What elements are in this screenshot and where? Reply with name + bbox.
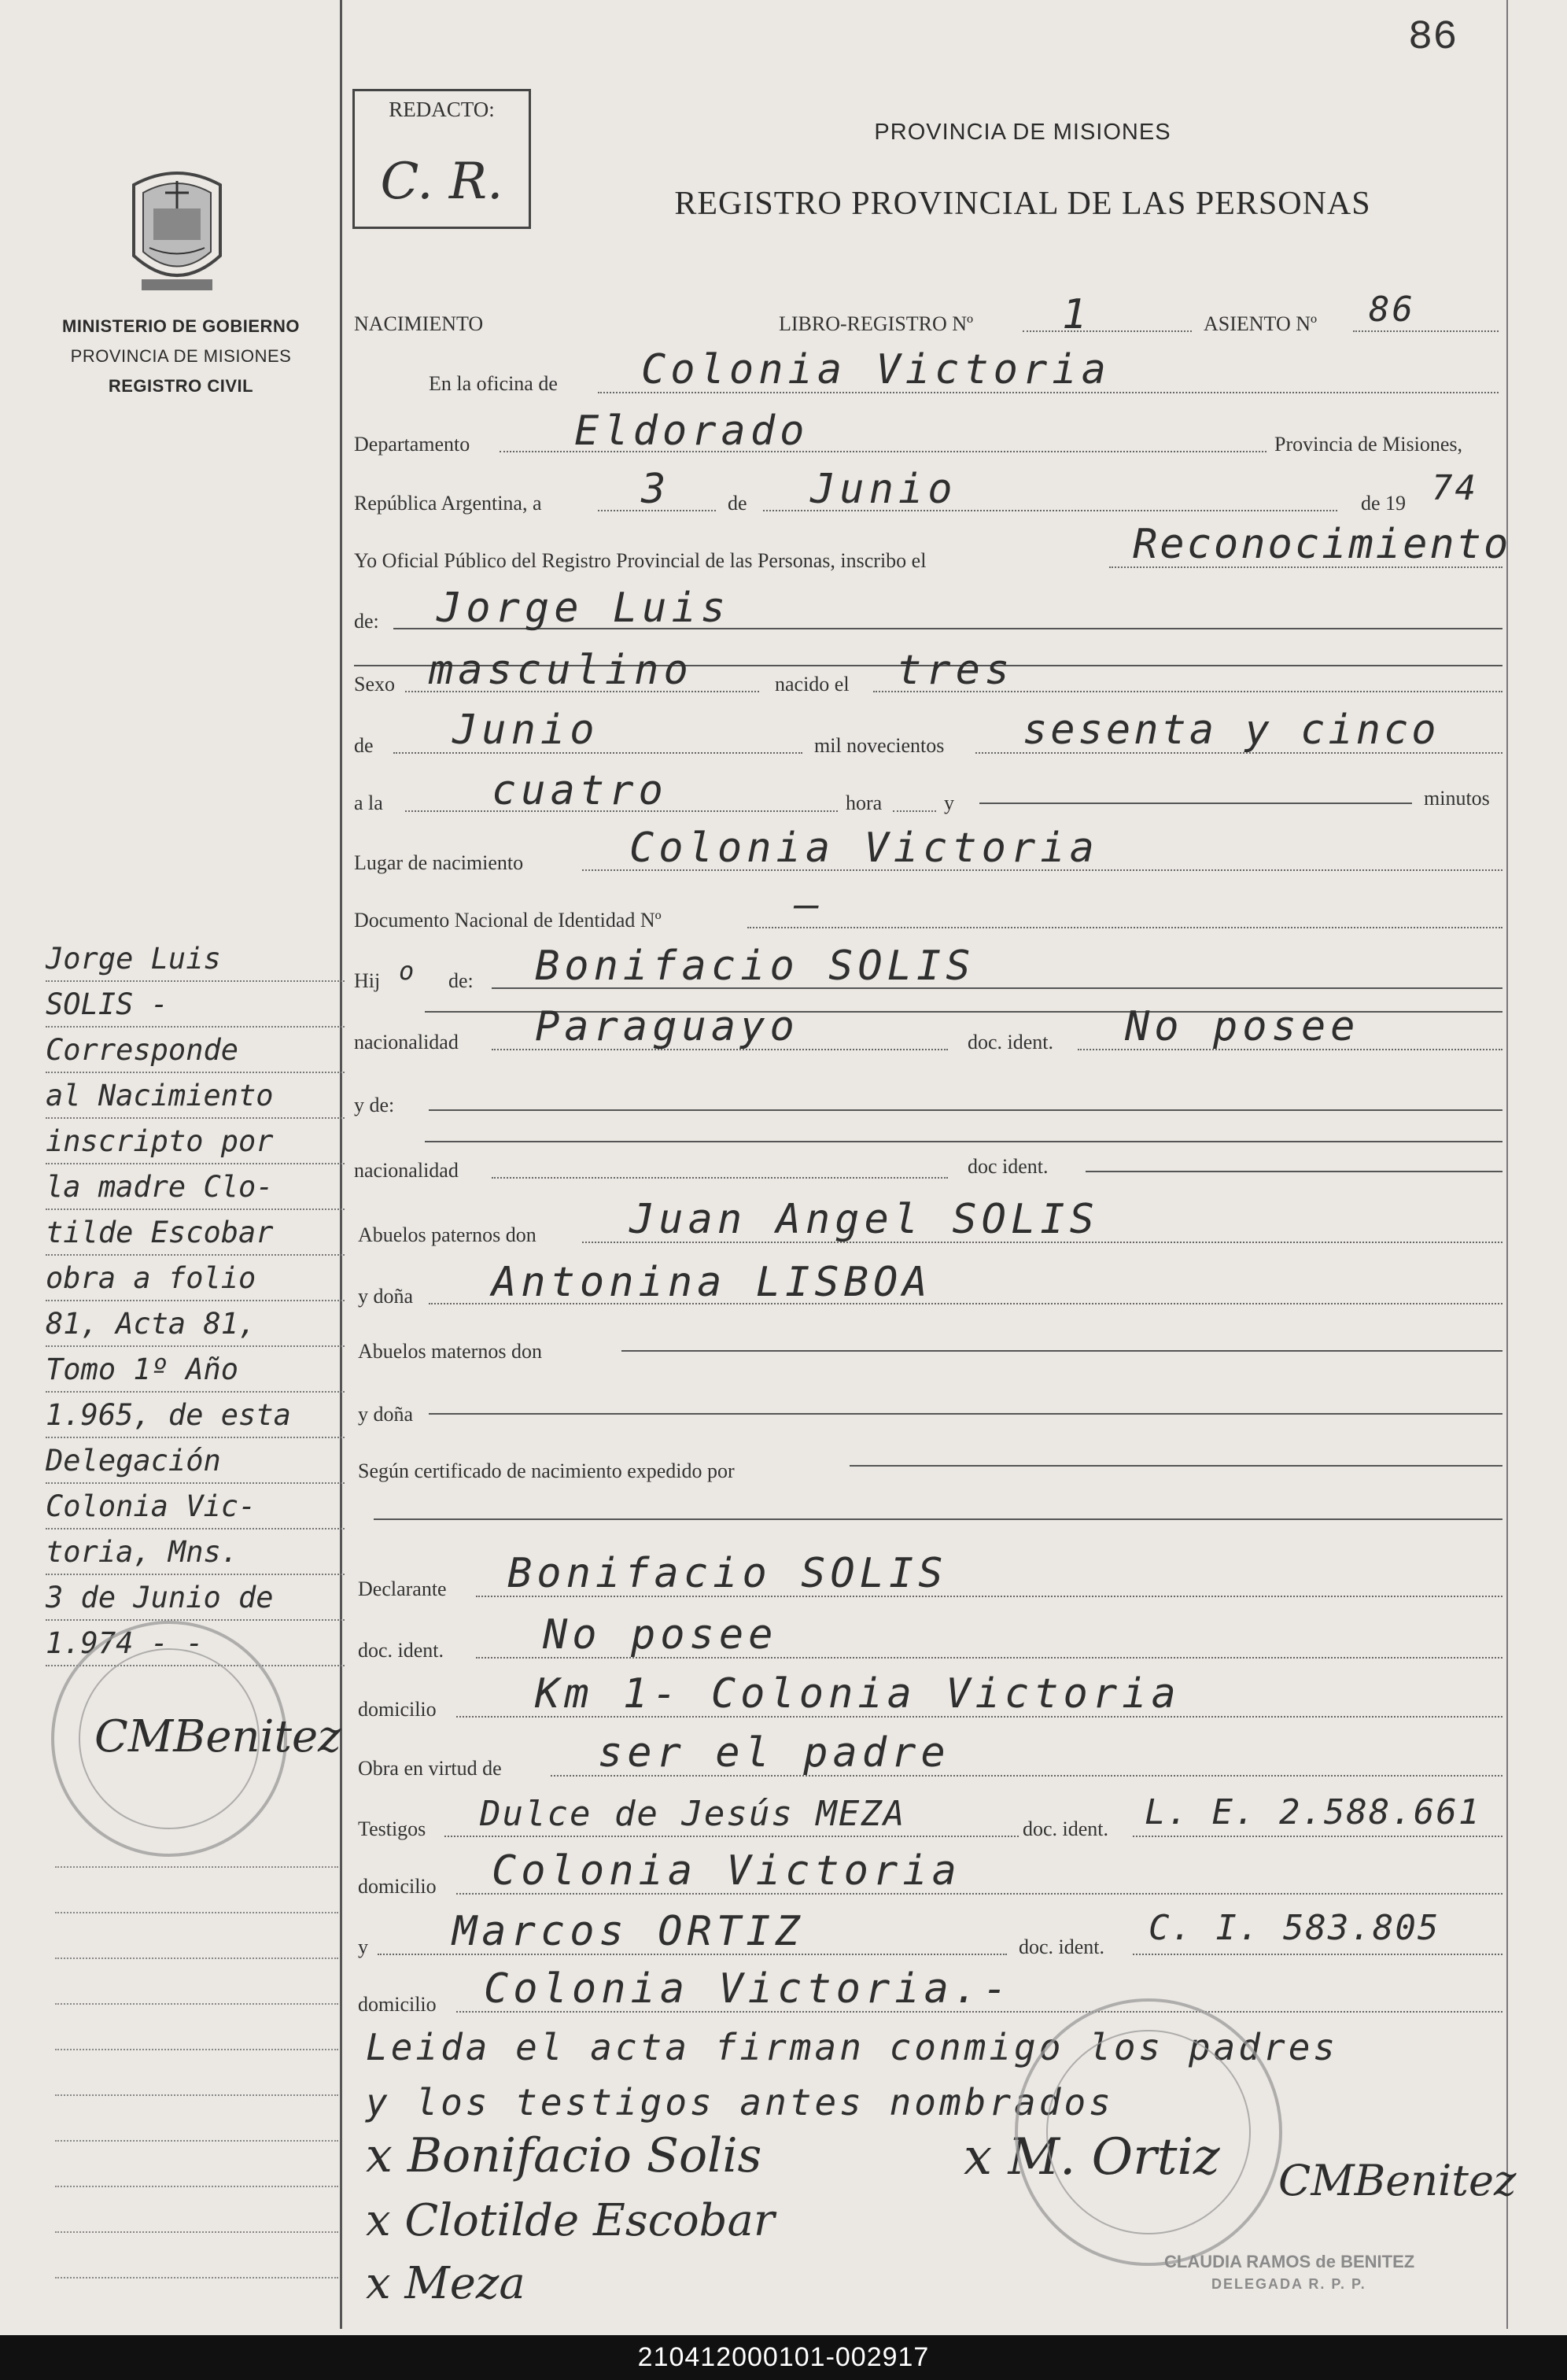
note-line: inscripto por — [46, 1119, 345, 1164]
nacimiento-label: NACIMIENTO — [354, 312, 484, 335]
dni-value: — — [795, 881, 824, 928]
testigo2-doc-label: doc. ident. — [1019, 1935, 1105, 1958]
testigo2-value: Marcos ORTIZ — [452, 1908, 805, 1955]
fecha-dia: 3 — [641, 466, 671, 513]
minutos-label: minutos — [1424, 787, 1490, 810]
note-line: SOLIS - — [46, 982, 345, 1028]
note-line: al Nacimiento — [46, 1073, 345, 1119]
lugar-value: Colonia Victoria — [629, 825, 1099, 872]
segun-label: Según certificado de nacimiento expedido por — [358, 1459, 735, 1482]
margin-annotation — [46, 936, 345, 1666]
signature-margin: CMBenitez — [94, 1711, 341, 1762]
province-title: PROVINCIA DE MISIONES — [874, 120, 1171, 145]
mil-novecientos-label: mil novecientos — [814, 734, 945, 757]
note-line: obra a folio — [46, 1256, 345, 1301]
nacido-anio-value: sesenta y cinco — [1023, 707, 1440, 754]
signature-oficial: CMBenitez — [1278, 2156, 1517, 2205]
hij-suffix: o — [399, 956, 417, 986]
madre-doc-label: doc ident. — [968, 1155, 1049, 1178]
abuelos-paternos-label: Abuelos paternos don — [358, 1223, 536, 1246]
libro-value: 1 — [1062, 291, 1092, 338]
page-number: 86 — [1408, 14, 1458, 61]
de-colon-label: de: — [354, 610, 379, 633]
stamp-role-right: DELEGADA R. P. P. — [1211, 2276, 1366, 2292]
padre-value: Bonifacio SOLIS — [535, 943, 975, 990]
note-line: tilde Escobar — [46, 1210, 345, 1256]
abuelos-maternos-label: Abuelos maternos don — [358, 1340, 542, 1363]
a-la-label: a la — [354, 791, 383, 814]
declarante-doc-value: No posee — [543, 1611, 778, 1659]
note-line: Delegación — [46, 1438, 345, 1484]
abuela-paterna-value: Antonina LISBOA — [492, 1259, 932, 1306]
stamp-name-right: CLAUDIA RAMOS de BENITEZ — [1164, 2252, 1415, 2271]
closing-line-2: y los testigos antes nombrados — [366, 2081, 1114, 2124]
note-line: Jorge Luis — [46, 936, 345, 982]
departamento-label: Departamento — [354, 433, 470, 456]
provincial-seal-icon — [118, 161, 236, 295]
testigo2-doc-value: C. I. 583.805 — [1149, 1908, 1440, 1948]
acto-value: Reconocimiento — [1133, 521, 1511, 568]
obra-value: ser el padre — [598, 1729, 950, 1777]
y-dona-materna-label: y doña — [358, 1403, 414, 1426]
de-mes-label: de — [354, 734, 374, 757]
yo-oficial-label: Yo Oficial Público del Registro Provincial de las Personas, inscribo el — [354, 549, 927, 572]
province-label: PROVINCIA DE MISIONES — [70, 346, 292, 366]
de19-label: de 19 — [1361, 492, 1407, 515]
note-line: Tomo 1º Año — [46, 1347, 345, 1393]
madre-nacionalidad-label: nacionalidad — [354, 1159, 459, 1182]
testigo1-doc-label: doc. ident. — [1023, 1817, 1109, 1840]
testigo2-domicilio-value: Colonia Victoria.- — [484, 1965, 1012, 2013]
testigos-label: Testigos — [358, 1817, 426, 1840]
sexo-value: masculino — [429, 647, 693, 694]
declarante-doc-label: doc. ident. — [358, 1639, 444, 1662]
obra-label: Obra en virtud de — [358, 1757, 502, 1780]
note-line: Colonia Vic- — [46, 1484, 345, 1529]
testigo1-domicilio-label: domicilio — [358, 1875, 437, 1898]
abuelo-paterno-value: Juan Angel SOLIS — [629, 1196, 1099, 1243]
asiento-value: 86 — [1369, 290, 1415, 330]
note-line: la madre Clo- — [46, 1164, 345, 1210]
dni-label: Documento Nacional de Identidad Nº — [354, 909, 662, 932]
nacido-dia-value: tres — [897, 647, 1015, 694]
asiento-label: ASIENTO Nº — [1204, 312, 1318, 335]
hora-label: hora — [846, 791, 883, 814]
testigo2-domicilio-label: domicilio — [358, 1993, 437, 2016]
signature-testigo-ortiz: x M. Ortiz — [964, 2128, 1220, 2186]
note-line: 1.965, de esta — [46, 1393, 345, 1438]
oficina-value: Colonia Victoria — [641, 346, 1111, 393]
padre-doc-value: No posee — [1125, 1003, 1360, 1050]
hij-label: Hij — [354, 969, 381, 992]
note-line: toria, Mns. — [46, 1529, 345, 1575]
testigo1-value: Dulce de Jesús MEZA — [480, 1794, 906, 1834]
fecha-anio: 74 — [1432, 468, 1478, 508]
document-id-footer: 210412000101-002917 — [0, 2335, 1567, 2380]
y-label: y — [944, 791, 954, 814]
padre-nacionalidad-value: Paraguayo — [535, 1003, 799, 1050]
testigo1-domicilio-value: Colonia Victoria — [492, 1847, 961, 1895]
note-line: Corresponde — [46, 1028, 345, 1073]
sexo-label: Sexo — [354, 673, 395, 696]
signature-madre: x Clotilde Escobar — [366, 2195, 775, 2246]
declarante-label: Declarante — [358, 1577, 447, 1600]
closing-line-1: Leida el acta firman conmigo los padres — [366, 2026, 1339, 2068]
provincia-misiones-label: Provincia de Misiones, — [1274, 433, 1463, 456]
y-dona-label: y doña — [358, 1285, 414, 1308]
note-line: 81, Acta 81, — [46, 1301, 345, 1347]
signature-padre: x Bonifacio Solis — [366, 2128, 762, 2183]
redacto-label: REDACTO: — [389, 98, 495, 121]
note-line: 1.974 - - — [46, 1621, 345, 1666]
oficina-label: En la oficina de — [429, 372, 558, 395]
hij-de-label: de: — [448, 969, 474, 992]
ministry-label: MINISTERIO DE GOBIERNO — [62, 316, 300, 336]
signature-testigo-meza: x Meza — [366, 2258, 525, 2309]
right-border — [1506, 0, 1508, 2329]
y-testigo2-label: y — [358, 1935, 368, 1958]
redacto-initials: C. R. — [380, 153, 503, 211]
nacionalidad-label: nacionalidad — [354, 1031, 459, 1053]
departamento-value: Eldorado — [574, 408, 809, 455]
declarante-domicilio-value: Km 1- Colonia Victoria — [535, 1670, 1181, 1718]
lugar-label: Lugar de nacimiento — [354, 851, 524, 874]
note-line: 3 de Junio de — [46, 1575, 345, 1621]
libro-label: LIBRO-REGISTRO Nº — [779, 312, 974, 335]
republica-label: República Argentina, a — [354, 492, 542, 515]
doc-ident-label: doc. ident. — [968, 1031, 1054, 1053]
nacido-mes-value: Junio — [452, 707, 599, 754]
hora-value: cuatro — [492, 767, 668, 814]
nombre-value: Jorge Luis — [437, 585, 731, 632]
testigo1-doc-value: L. E. 2.588.661 — [1145, 1792, 1481, 1832]
civil-registry-label: REGISTRO CIVIL — [108, 376, 254, 396]
fecha-mes: Junio — [810, 466, 957, 513]
domicilio-label: domicilio — [358, 1698, 437, 1721]
registry-title: REGISTRO PROVINCIAL DE LAS PERSONAS — [674, 186, 1371, 222]
declarante-value: Bonifacio SOLIS — [507, 1550, 948, 1597]
redacto-box — [352, 89, 531, 229]
de-label: de — [728, 492, 747, 515]
y-de-label: y de: — [354, 1094, 395, 1116]
nacido-el-label: nacido el — [775, 673, 850, 696]
